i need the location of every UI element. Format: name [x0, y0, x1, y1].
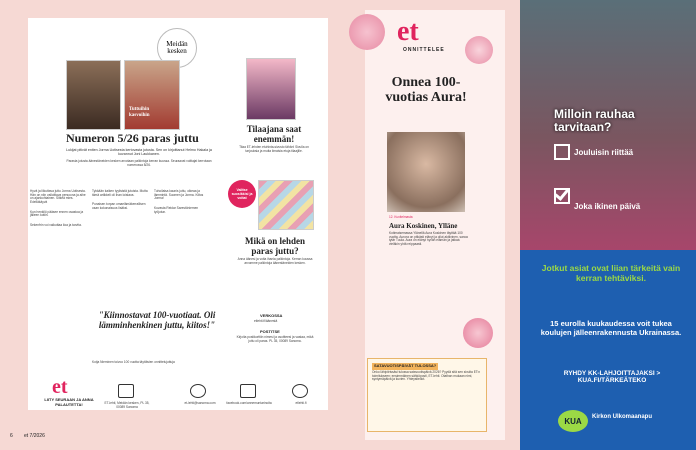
mika-text: Anna äänesi ja voita ihania palkintoja. Kerran kuussa arvomme palkintoja äänestäneiden kesken. [237, 257, 313, 265]
flower-decoration [463, 318, 493, 348]
flower-decoration [465, 36, 493, 64]
anniversary-box [367, 358, 487, 432]
tilaa-title: Tilaajana saat enemmän! [246, 124, 302, 145]
footer-facebook[interactable]: facebook.com/annemuntarinoita [226, 401, 272, 405]
charity-ad [520, 0, 696, 450]
congratulations-page [345, 0, 520, 450]
choose-favorite-badge-label: Valitse suosikkisi ja voitat [231, 188, 253, 200]
reader-comment: Kuvasta Reidar Sarestöniemen työjutun. [154, 206, 199, 214]
pull-quote: "Kiinnostavat 100-vuotiaat. Oli lämminhenkinen juttu, kiitos!" [98, 310, 216, 331]
person-name: Aura Koskinen, Ylläne [389, 222, 458, 230]
anniversary-box-text: Onko lähipiirissäsi tulossa satavuotispäivä 2026? Pyydä sitä sen sivulta ET:n toimitukseen: ensimmäinen sähköposti, ET-lehti. Otathan mukaan nimi, syntymäpäivä ja kuvien. Yhteystiedot. [372, 370, 481, 382]
web-icon[interactable] [292, 384, 308, 398]
person-body: Kotimaisemassa Ylänellä Aura Koskinen täyttää 100 vuotta. Aurora on pitkästi elänyt ja ollut aktiivinen, sanoo tytär Tuula. Aura on elänyt hyvän elämän ja jatkaa vieläkin yhtä reippaasti. [389, 231, 469, 247]
kua-logo [558, 410, 588, 432]
footer-follow-text: LIITY SEURAAN JA ANNA PALAUTETTA! [44, 397, 94, 407]
reader-column-3 [154, 190, 210, 214]
intro-text-2: Parasta jutusta äänestäneiden kesken arvotaan palkintoja kerran kuussa. Seuraavat voittajat kerrotaan numerossa 8/26. [66, 159, 212, 167]
center-column [230, 40, 330, 380]
reader-comment: Hyvä ja liikuttava juttu Jorma Uotisesta. Hän on niin valloittava persoona ja aihe on ajankohtainen. Sitkeä mies. Edelläkäyvä [30, 189, 86, 205]
congrats-headline: Onnea 100-vuotias Aura! [385, 75, 467, 105]
choose-favorite-badge [228, 180, 256, 208]
verkossa-label: VERKOSSA [260, 313, 283, 318]
reader-column-1 [30, 190, 86, 228]
onnittelee-label: ONNITTELEE [403, 47, 445, 53]
reader-comment: Punaisen torpan omaelämäkerrallisen osan kokonaisuus lisäksi. [92, 202, 146, 211]
ad-cta[interactable]: RYHDY KK-LAHJOITTAJAKSI > KUA.FI/TÄRKEÄTEKO [563, 370, 661, 385]
magazine-cover-photo [66, 60, 121, 130]
reader-column-2 [92, 190, 148, 211]
page-number: 6 [10, 433, 13, 439]
email-icon[interactable] [190, 384, 206, 398]
meidan-kesken-label: Meidän kesken [166, 39, 188, 55]
ad-item-2: Joka ikinen päivä [574, 202, 641, 211]
et-magazine-cover [246, 58, 296, 120]
footer-et-logo: et [52, 376, 68, 398]
tilaa-text: Tilaa ET-lehden etuhinta-sivusto tähän! Sivulla on tarjouksia ja muita ilmaisia etuja tilaajille. [239, 145, 309, 153]
footer-website[interactable]: etlehti.fi [295, 401, 307, 405]
reader-comment: Tuhoilaisa kaunis juttu, oikeaa ja lämmintä. Suomen ja Jorma. Kiitos Jorma! [154, 189, 204, 201]
verkossa-url[interactable]: etlehti.fi/äänestä [254, 319, 278, 323]
mail-icon [118, 384, 134, 398]
postitse-label: POSTITSE [260, 329, 280, 334]
ad-green-text: Jotkut asiat ovat liian tärkeitä vain kerran tehtäviksi. [541, 263, 681, 283]
flower-decoration [349, 14, 385, 50]
intro-text: Lukijat pitivät eniten Jorma Uotisesta kertovasta jutusta. Sen on kirjoittanut Helmo Hakala ja kuvannut Joni Laukkanen. [66, 148, 212, 157]
facebook-icon[interactable] [240, 384, 256, 398]
magazine-stack [258, 180, 314, 230]
pull-quote-credit: Kotja Nieminen toivoo 100 vuotta täyttävien onnittelujuttuja [92, 360, 175, 364]
portrait-photo [387, 132, 465, 212]
kua-logo-sub: Kirkon Ulkomaanapu [592, 414, 653, 420]
photo-caption: 12. Kuvitelmasta [389, 215, 413, 219]
ad-white-text: 15 eurolla kuukaudessa voit tukea koulujen jälleenrakennusta Ukrainassa. [540, 319, 682, 337]
page-headline: Numeron 5/26 paras juttu [66, 131, 199, 145]
postitse-text: Kirjoita postikorttiin nimesi ja osoitteesi ja vastaa, mikä juttu oli paras. PL 35, 00089 Sanoma. [236, 335, 314, 343]
reader-comment: Kun henkilö pääsee ennen osastoa ja jälleen kotiin. [30, 209, 84, 218]
magazine-cover-photo-2 [124, 60, 180, 130]
issue-label: et 7/2026 [24, 433, 45, 439]
kua-logo-text: KUA [564, 416, 582, 426]
checkbox-1 [554, 144, 570, 160]
anniversary-box-title: SATAVUOTISPÄIVÄT TULOSSA? [374, 363, 437, 368]
mika-title: Mikä on lehden paras juttu? [244, 236, 305, 257]
et-logo: et [397, 16, 419, 47]
ad-headline: Milloin rauhaa tarvitaan? [554, 107, 635, 135]
footer-address: ET-lehti, Meidän kesken, PL 35, 00089 Sanoma [104, 401, 150, 409]
reader-comment: Sekenfrin voi vaikuttaa iloa ja tarvita. [30, 223, 82, 228]
reader-comment: Tykkään kaiken tyylisistä jutuista. Mutta tämä artikkeli oli ihan loistava. [92, 189, 148, 197]
cover-headline: Tuttuihin kasvoihin [129, 107, 150, 118]
ad-item-1: Jouluisin riittää [574, 148, 634, 157]
footer-email[interactable]: et-lehti@sanoma.com [184, 401, 216, 405]
